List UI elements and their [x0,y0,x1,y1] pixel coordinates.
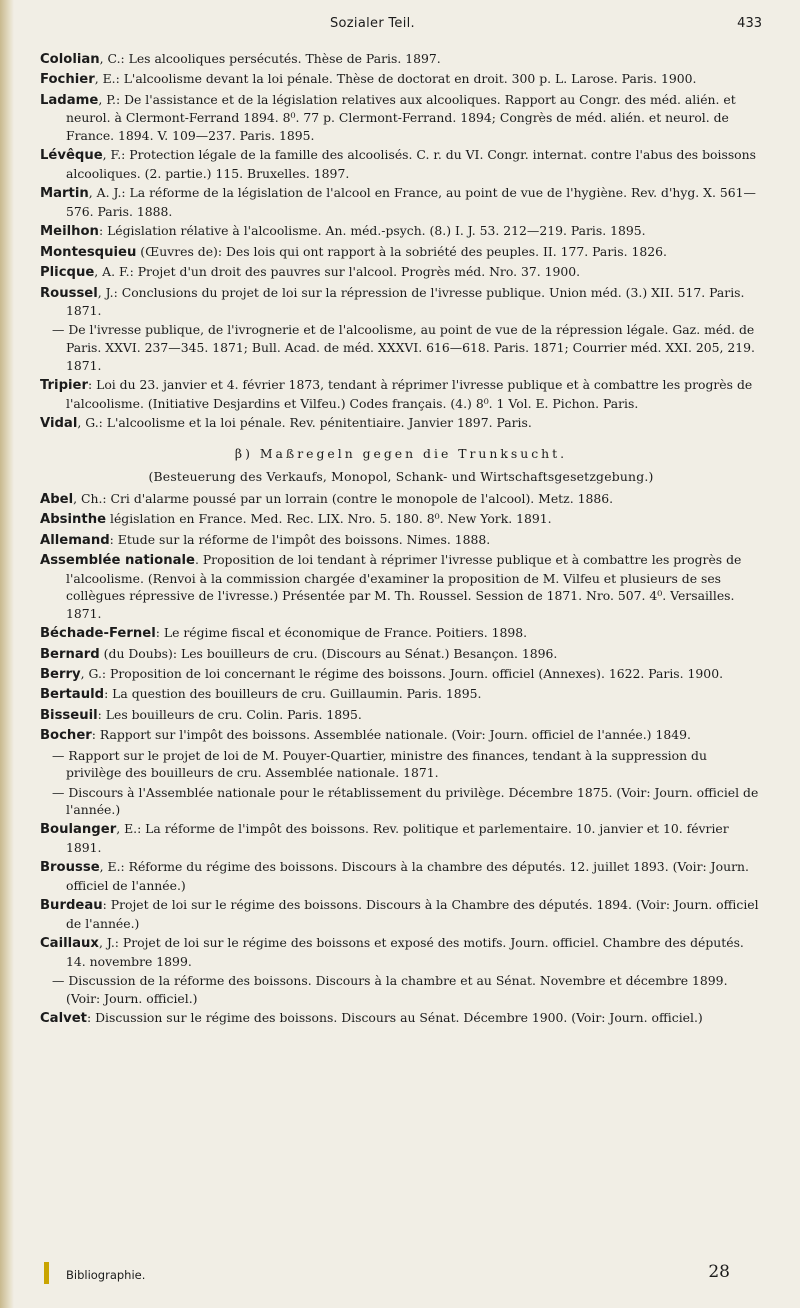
bibliography-entry [40,934,762,970]
running-title: Sozialer Teil. [330,16,415,31]
entry-author: Tripier [40,378,88,394]
entry-text: (du Doubs): Les bouilleurs de cru. (Discours au Sénat.) Besançon. 1896. [99,645,558,661]
entry-text: , A. F.: Projet d'un droit des pauvres sur l'alcool. Progrès méd. Nro. 37. 1900. [94,264,581,280]
entry-author: Brousse [40,860,100,876]
bibliography-entry [40,820,762,856]
entry-text: : Projet de loi sur le régime des boissons. Discours à la Chambre des députés. 1894. (Voir: Journ. officiel de l'année.) [66,897,759,932]
entry-text: . Proposition de loi tendant à réprimer l'ivresse publique et à combattre les progrès de l'alcoolisme. (Renvoi à la commission chargée d'examiner la proposition de M. Vilfeu et plusieurs de ses collègues répressive de l'ivresse.) Présentée par M. Th. Roussel. Session de 1871. Nro. 507. 4⁰. Versailles. 1871. [66,552,742,621]
entry-text: législation en France. Med. Rec. LIX. Nro. 5. 180. 8⁰. New York. 1891. [106,511,552,527]
entry-text: , P.: De l'assistance et de la législation relatives aux alcooliques. Rapport au Congr. des méd. alién. et neurol. à Clermont-Ferrand 1894. 8⁰. 77 p. Clermont-Ferrand. 1894; Congrès de méd. alién. et neurol. de France. 1894. V. 109—237. Paris. 1895. [66,91,736,143]
bibliography-entry [40,376,762,412]
entry-text: : Le régime fiscal et économique de France. Poitiers. 1898. [155,625,528,641]
entry-author: Bisseuil [40,707,98,723]
entry-text: — De l'ivresse publique, de l'ivrognerie et de l'alcoolisme, au point de vue de la répression légale. Gaz. méd. de Paris. XXVI. 237—345. 1871; Bull. Acad. de méd. XXXVI. 616—618. Paris. 1871; Courrier méd. XXI. 205, 219. 1871. [52,322,755,373]
entry-author: Calvet [40,1011,87,1027]
bibliography-entry [40,1009,762,1028]
entry-text: , G.: L'alcoolisme et la loi pénale. Rev. pénitentiaire. Janvier 1897. Paris. [77,415,532,431]
entry-author: Boulanger [40,822,117,838]
entry-text: , E.: La réforme de l'impôt des boissons. Rev. politique et parlementaire. 10. janvier et 10. février 1891. [66,821,729,856]
entry-list-legislation [40,50,762,433]
entry-author: Martin [40,186,89,202]
entry-author: Allemand [40,532,110,548]
bibliography-entry [40,243,762,262]
page-number: 433 [737,16,762,31]
entry-text: , G.: Proposition de loi concernant le régime des boissons. Journ. officiel (Annexes). 1622. Paris. 1900. [80,665,724,681]
entry-text: (Œuvres de): Des lois qui ont rapport à la sobriété des peuples. II. 177. Paris. 1826. [136,243,667,259]
entry-author: Béchade-Fernel [40,626,156,642]
entry-author: Bernard [40,646,100,662]
bibliography-entry [40,414,762,433]
entry-text: , J.: Conclusions du projet de loi sur la répression de l'ivresse publique. Union méd. (3.) XII. 517. Paris. 1871. [66,284,745,319]
entry-text: : Loi du 23. janvier et 4. février 1873, tendant à réprimer l'ivresse publique et à combattre les progrès de l'alcoolisme. (Initiative Desjardins et Vilfeu.) Codes français. (4.) 8⁰. 1 Vol. E. Pichon. Paris. [66,377,753,411]
entry-author: Absinthe [40,512,107,528]
entry-author: Lévêque [40,148,103,164]
bibliography-entry [40,726,762,745]
bibliography-entry [40,858,762,894]
bibliography-entry [40,184,762,220]
entry-author: Burdeau [40,898,103,914]
entry-text: : Rapport sur l'impôt des boissons. Assemblée nationale. (Voir: Journ. officiel de l'année.) 1849. [91,727,691,743]
bibliography-entry [40,972,762,1007]
bibliography-entry [40,91,762,145]
entry-text: , C.: Les alcooliques persécutés. Thèse de Paris. 1897. [99,51,441,66]
bibliography-entry [40,222,762,241]
bibliography-entry [40,263,762,282]
bibliography-entry [40,645,762,664]
entry-author: Caillaux [40,936,99,952]
section-note: (Besteuerung des Verkaufs, Monopol, Schank- und Wirtschaftsgesetzgebung.) [148,469,654,485]
section-heading: β) Maßregeln gegen die Trunksucht. [234,445,568,461]
entry-author: Bocher [40,728,92,744]
entry-author: Bertauld [40,687,105,703]
bibliography-entry [40,784,762,819]
entry-text: — Rapport sur le projet de loi de M. Pouyer-Quartier, ministre des finances, tendant à la suppression du privilège des bouilleurs de cru. Assemblée nationale. 1871. [52,747,707,781]
bibliography-entry [40,50,762,69]
bibliography-entry [40,706,762,725]
entry-text: : Discussion sur le régime des boissons. Discours au Sénat. Décembre 1900. (Voir: Journ. officiel.) [86,1010,703,1026]
entry-text: — Discussion de la réforme des boissons. Discours à la chambre et au Sénat. Novembre et décembre 1899. (Voir: Journ. officiel.) [52,973,728,1007]
bibliography-entry [40,321,762,374]
entry-author: Roussel [40,285,98,301]
bibliography-entry [40,551,762,622]
entry-text: , E.: Réforme du régime des boissons. Discours à la chambre des députés. 12. juillet 1893. (Voir: Journ. officiel de l'année.) [66,859,749,894]
entry-author: Ladame [40,92,99,108]
entry-text: , A. J.: La réforme de la législation de l'alcool en France, au point de vue de l'hygiène. Rev. d'hyg. X. 561—576. Paris. 1888. [66,185,756,219]
entry-author: Meilhon [40,224,99,240]
entry-author: Berry [40,666,81,682]
entry-list-measures [40,490,762,1028]
entry-author: Assemblée nationale [40,553,195,568]
sheet-number: 28 [708,1262,730,1282]
entry-text: , E.: L'alcoolisme devant la loi pénale. Thèse de doctorat en droit. 300 p. L. Larose. Paris. 1900. [94,71,697,87]
page-binding-edge [0,0,14,1308]
entry-text: : La question des bouilleurs de cru. Guillaumin. Paris. 1895. [104,686,482,702]
entry-text: — Discours à l'Assemblée nationale pour le rétablissement du privilège. Décembre 1875. (Voir: Journ. officiel de l'année.) [52,784,759,818]
bibliography-entry [40,284,762,320]
entry-text: : Les bouilleurs de cru. Colin. Paris. 1895. [97,706,362,722]
entry-author: Vidal [40,416,78,432]
entry-author: Abel [40,491,74,507]
running-header [40,16,762,36]
entry-text: : Etude sur la réforme de l'impôt des boissons. Nimes. 1888. [109,531,491,547]
bibliography-entry [40,665,762,684]
binding-mark [44,1262,49,1284]
signature-line: Bibliographie. [66,1268,146,1282]
bibliography-entry [40,896,762,932]
bibliography-entry [40,510,762,529]
bibliography-entry [40,70,762,89]
entry-author: Plicque [40,265,95,281]
entry-text: , J.: Projet de loi sur le régime des boissons et exposé des motifs. Journ. officiel. Chambre des députés. 14. novembre 1899. [66,935,744,970]
bibliography-entry [40,624,762,643]
bibliography-entry [40,747,762,782]
entry-author: Fochier [40,72,95,88]
bibliography-body [40,50,762,1030]
entry-text: : Législation rélative à l'alcoolisme. An. méd.-psych. (8.) I. J. 53. 212—219. Paris. 1895. [98,223,646,239]
bibliography-entry [40,146,762,182]
page-footer [40,1262,730,1288]
bibliography-entry [40,490,762,509]
bibliography-entry [40,531,762,550]
entry-author: Cololian [40,52,100,67]
entry-text: , F.: Protection légale de la famille des alcoolisés. C. r. du VI. Congr. internat. contre l'abus des boissons alcooliques. (2. partie.) 115. Bruxelles. 1897. [66,147,756,181]
entry-author: Montesquieu [40,244,137,260]
bibliography-entry [40,685,762,704]
entry-text: , Ch.: Cri d'alarme poussé par un lorrain (contre le monopole de l'alcool). Metz. 1886. [73,490,614,506]
